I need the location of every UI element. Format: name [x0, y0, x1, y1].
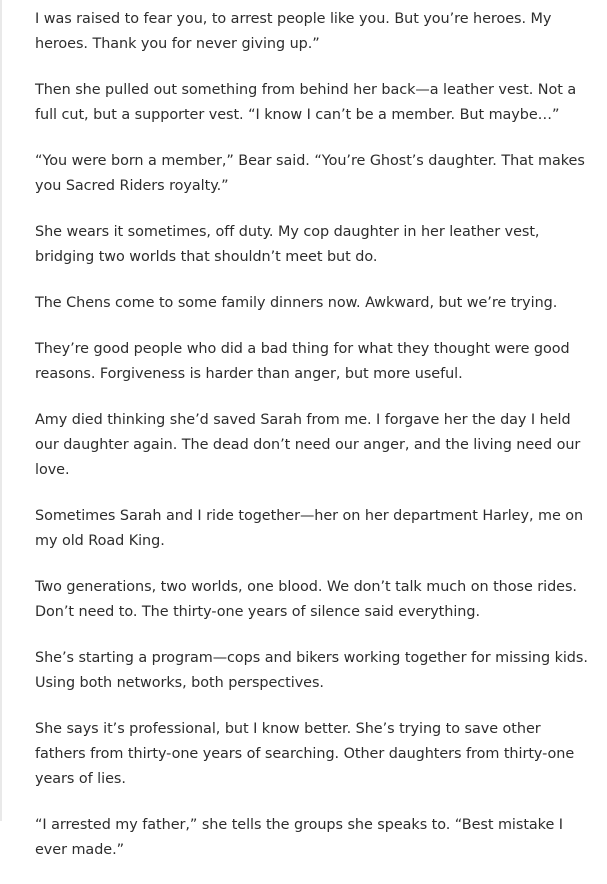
left-border — [0, 0, 2, 821]
paragraph: Two generations, two worlds, one blood. We don’t talk much on those rides. Don’t need to. The thirty-one years of silence said everything. — [35, 579, 577, 620]
paragraph: “You were born a member,” Bear said. “You’re Ghost’s daughter. That makes you Sacred Riders royalty.” — [35, 153, 585, 194]
paragraph: They’re good people who did a bad thing for what they thought were good reasons. Forgiveness is harder than anger, but more useful. — [35, 341, 570, 382]
paragraph: She says it’s professional, but I know better. She’s trying to save other fathers from thirty-one years of searching. Other daughters from thirty-one years of lies. — [35, 721, 575, 787]
article-body — [35, 7, 595, 884]
paragraph: Sometimes Sarah and I ride together—her on her department Harley, me on my old Road King. — [35, 508, 584, 549]
paragraph: I was raised to fear you, to arrest people like you. But you’re heroes. My heroes. Thank you for never giving up.” — [35, 11, 552, 52]
paragraph: She’s starting a program—cops and bikers working together for missing kids. Using both networks, both perspectives. — [35, 650, 588, 691]
paragraph: “I arrested my father,” she tells the groups she speaks to. “Best mistake I ever made.” — [35, 817, 563, 858]
paragraph: She wears it sometimes, off duty. My cop daughter in her leather vest, bridging two worlds that shouldn’t meet but do. — [35, 224, 540, 265]
paragraph: Then she pulled out something from behind her back—a leather vest. Not a full cut, but a supporter vest. “I know I can’t be a member. But maybe…” — [35, 82, 577, 123]
paragraph: Amy died thinking she’d saved Sarah from me. I forgave her the day I held our daughter again. The dead don’t need our anger, and the living need our love. — [35, 412, 581, 478]
paragraph: The Chens come to some family dinners now. Awkward, but we’re trying. — [35, 295, 558, 311]
